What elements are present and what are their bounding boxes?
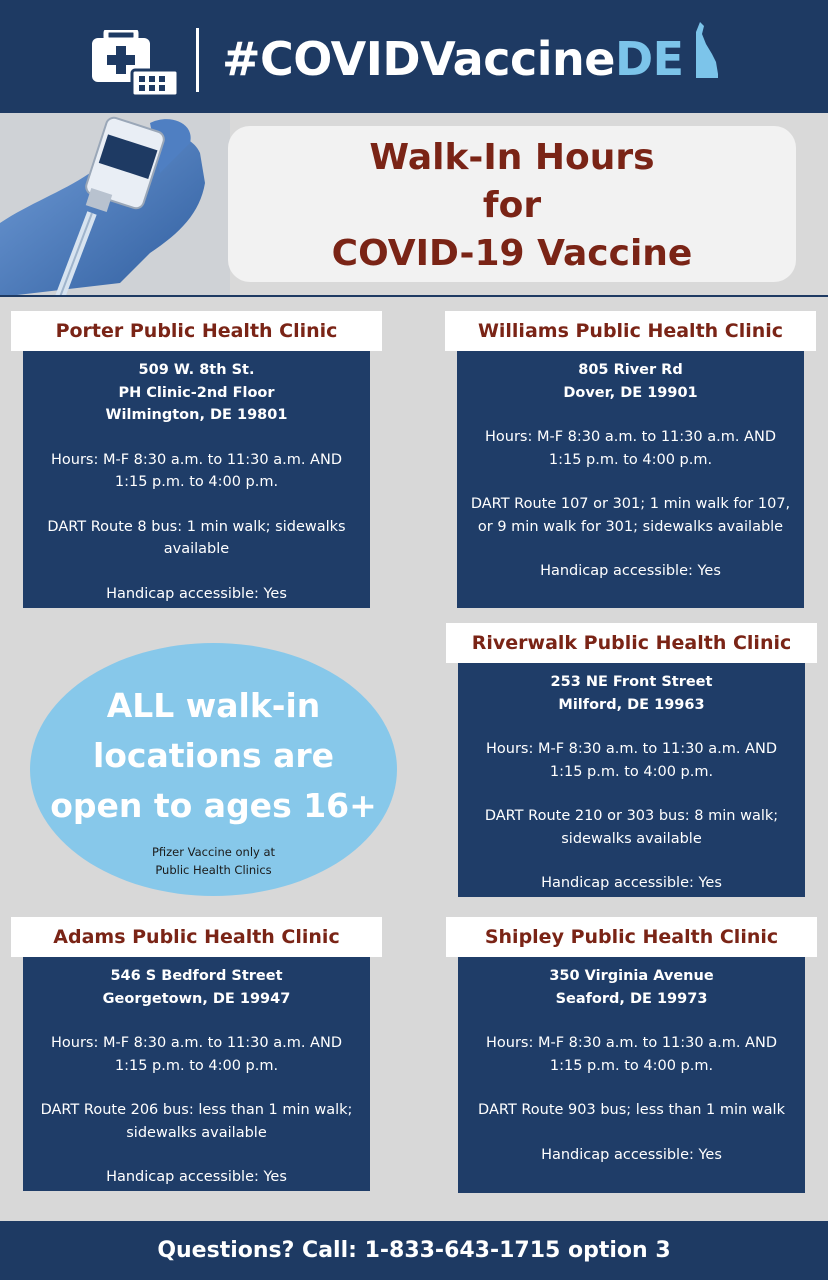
clinic-address [33, 965, 360, 1010]
clinic-accessibility: Handicap accessible: Yes [541, 875, 722, 891]
clinic-address [468, 671, 795, 716]
address-line: 546 S Bedford Street [110, 968, 283, 984]
address-line: 805 River Rd [578, 362, 683, 378]
clinic-details [458, 957, 805, 1193]
clinic-name: Shipley Public Health Clinic [446, 917, 817, 957]
callout-line-3: open to ages 16+ [50, 786, 377, 825]
clinic-hours: Hours: M-F 8:30 a.m. to 11:30 a.m. AND 1:15 p.m. to 4:00 p.m. [484, 429, 776, 468]
clinic-address [468, 965, 795, 1010]
address-line: 509 W. 8th St. [138, 362, 255, 378]
clinic-address [467, 359, 794, 404]
address-line: Georgetown, DE 19947 [102, 990, 291, 1007]
hero-section [0, 113, 828, 297]
clinic-hours: Hours: M-F 8:30 a.m. to 11:30 a.m. AND 1:15 p.m. to 4:00 p.m. [50, 451, 342, 490]
hashtag-title [222, 32, 684, 86]
clinic-card-adams [23, 917, 370, 1191]
clinic-transit: DART Route 107 or 301; 1 min walk for 107, or 9 min walk for 301; sidewalks available [470, 496, 791, 535]
callout-line-1: ALL walk-in [106, 686, 321, 725]
pfizer-note [30, 843, 397, 879]
age-callout-oval [30, 643, 397, 896]
hashtag-main: #COVIDVaccine [222, 32, 615, 86]
address-line: Wilmington, DE 19801 [105, 407, 288, 423]
address-line: 350 Virginia Avenue [549, 968, 714, 984]
clinic-hours: Hours: M-F 8:30 a.m. to 11:30 a.m. AND 1:15 p.m. to 4:00 p.m. [50, 1035, 342, 1074]
vaccine-vial-syringe-illustration [0, 113, 230, 297]
header-divider [196, 28, 199, 92]
clinic-accessibility: Handicap accessible: Yes [540, 563, 721, 579]
clinic-name: Adams Public Health Clinic [11, 917, 382, 957]
callout-line-2: locations are [92, 736, 335, 775]
clinic-card-porter [23, 311, 370, 608]
delaware-state-icon [690, 22, 720, 82]
clinic-card-riverwalk [458, 623, 805, 897]
address-line: PH Clinic-2nd Floor [118, 384, 275, 401]
clinic-card-shipley [458, 917, 805, 1193]
clinic-hours: Hours: M-F 8:30 a.m. to 11:30 a.m. AND 1:15 p.m. to 4:00 p.m. [485, 741, 777, 780]
clinic-details [457, 351, 804, 608]
clinic-name: Porter Public Health Clinic [11, 311, 382, 351]
clinic-card-williams [457, 311, 804, 608]
note-line-1: Pfizer Vaccine only at [151, 845, 276, 859]
note-line-2: Public Health Clinics [155, 863, 272, 877]
clinic-details [23, 957, 370, 1191]
clinic-name: Williams Public Health Clinic [445, 311, 816, 351]
address-line: Milford, DE 19963 [558, 696, 705, 713]
clinic-details [23, 351, 370, 608]
title-line-3: COVID-19 Vaccine [331, 233, 693, 274]
header-banner [0, 0, 828, 113]
address-line: Seaford, DE 19973 [555, 990, 708, 1007]
address-line: Dover, DE 19901 [563, 384, 698, 401]
clinic-name: Riverwalk Public Health Clinic [446, 623, 817, 663]
address-line: 253 NE Front Street [550, 674, 713, 690]
clinic-hours: Hours: M-F 8:30 a.m. to 11:30 a.m. AND 1:15 p.m. to 4:00 p.m. [485, 1035, 777, 1074]
clinic-accessibility: Handicap accessible: Yes [541, 1146, 722, 1163]
clinic-address [33, 359, 360, 427]
clinic-transit: DART Route 206 bus: less than 1 min walk; sidewalks available [40, 1102, 353, 1141]
questions-phone: Questions? Call: 1-833-643-1715 option 3 [157, 1238, 671, 1263]
clinic-transit: DART Route 8 bus: 1 min walk; sidewalks available [47, 518, 346, 557]
clinic-transit: DART Route 210 or 303 bus: 8 min walk; sidewalks available [484, 808, 779, 847]
title-box [228, 126, 796, 282]
clinic-transit: DART Route 903 bus; less than 1 min walk [478, 1102, 785, 1118]
footer-banner [0, 1221, 828, 1280]
age-callout-text [30, 681, 397, 831]
title-line-2: for [482, 185, 542, 226]
title-line-1: Walk-In Hours [369, 137, 655, 178]
hashtag-state: DE [614, 32, 684, 86]
clinic-accessibility: Handicap accessible: Yes [106, 585, 287, 602]
clinic-details [458, 663, 805, 897]
clinic-accessibility: Handicap accessible: Yes [106, 1169, 287, 1185]
medical-kit-hospital-icon [92, 30, 180, 96]
